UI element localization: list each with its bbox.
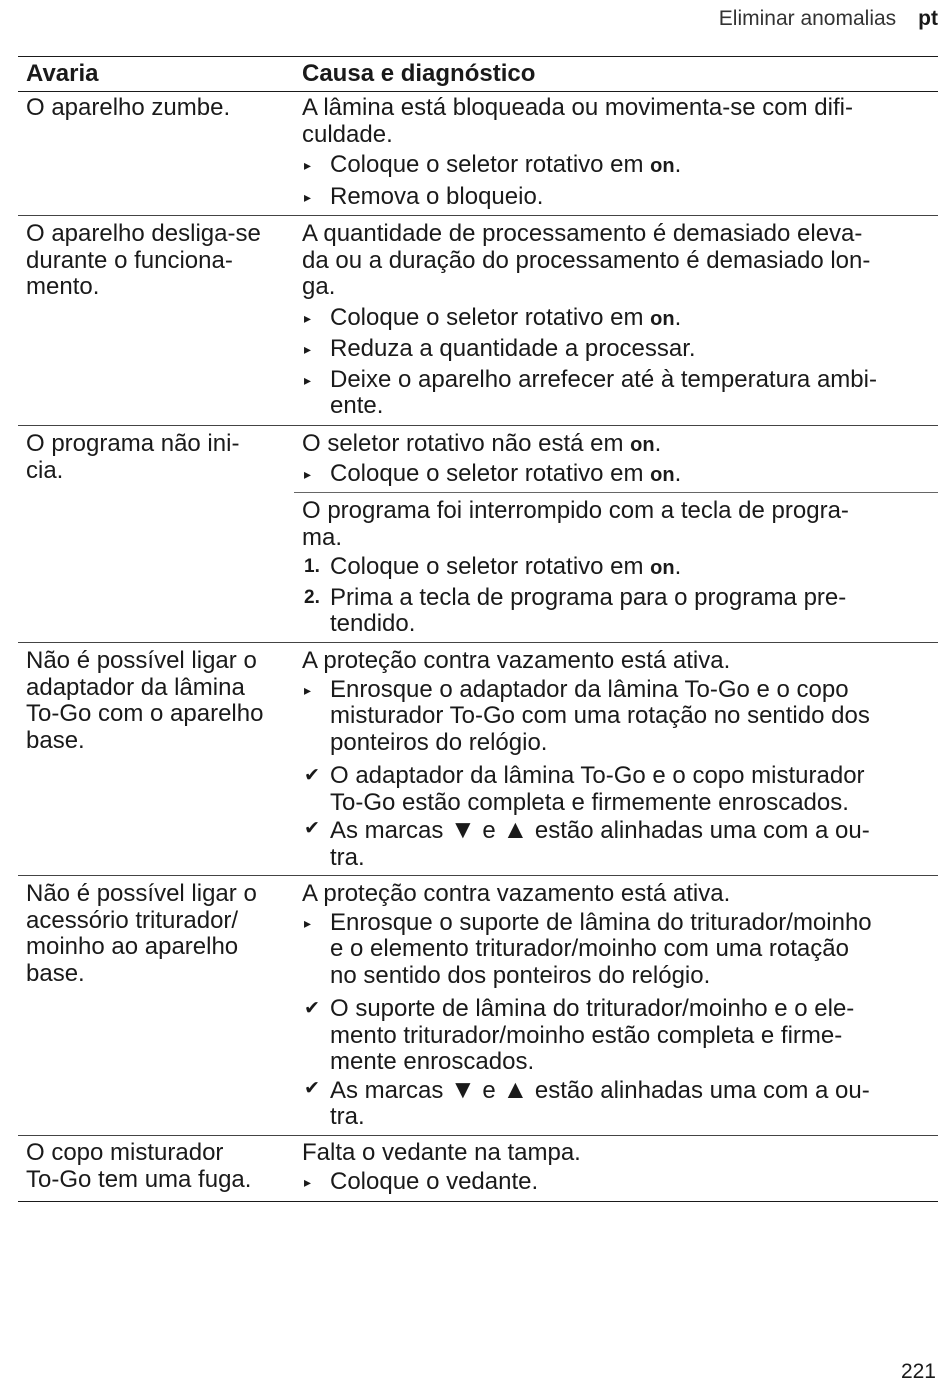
table-bottom-rule [18,1201,938,1202]
step-text: misturador To-Go com uma rotação no sentido dos [330,702,870,729]
bullet-arrow-icon: ▸ [304,465,312,482]
fault-line: O copo misturador [26,1139,224,1166]
cause-line: culdade. [302,120,393,148]
step-text: Prima a tecla de programa para o programa pre- [330,583,847,611]
on-setting: on [650,155,675,177]
list-item [302,677,932,757]
table-row-3-cause-a [302,431,932,488]
cause-line: da ou a duração do processamento é demasiado lon- [302,246,871,274]
table-row-3-cause-b [302,498,932,638]
step-text: Coloque o vedante. [330,1167,539,1195]
step-text: As marcas ▼ e ▲ estão alinhadas uma com a ou- [330,814,870,844]
list-item [302,305,932,333]
bullet-arrow-icon: ▸ [304,914,312,931]
step-text: Coloque o seletor rotativo em [330,553,651,580]
table-row-6-cause [302,1140,932,1195]
step-text: Coloque o seletor rotativo em [330,459,651,487]
header-rule [18,91,938,92]
step-text: O adaptador da lâmina To-Go e o copo misturador [330,762,865,789]
step-number: 1. [304,556,320,577]
list-item [302,585,932,638]
fault-line: O aparelho zumbe. [26,94,231,121]
table-row-4-cause [302,648,932,871]
checkmark-icon: ✔ [304,765,320,786]
step-text: ente. [330,392,384,419]
list-item [302,996,932,1076]
column-header-cause: Causa e diagnóstico [302,60,536,87]
list-item [302,367,932,420]
page-header [719,6,938,32]
table-row-2-fault [26,221,292,301]
fault-line: To-Go tem uma fuga. [26,1165,252,1193]
bullet-arrow-icon: ▸ [304,188,312,205]
bullet-arrow-icon: ▸ [304,681,312,698]
cause-line: Falta o vedante na tampa. [302,1139,581,1166]
table-row-2-cause [302,221,932,420]
step-text: Coloque o seletor rotativo em [330,303,651,331]
row-rule [18,642,938,643]
row-rule [18,215,938,216]
row-rule [18,875,938,876]
table-row-5-fault [26,881,292,987]
step-text: no sentido dos ponteiros do relógio. [330,961,711,989]
sub-row-rule [294,492,938,493]
cause-line: A quantidade de processamento é demasiado eleva- [302,220,863,247]
fault-line: durante o funciona- [26,246,233,274]
page-number: 221 [900,1360,936,1383]
cause-line: A lâmina está bloqueada ou movimenta-se com difi- [302,94,853,121]
list-item [302,184,932,211]
step-text: Remova o bloqueio. [330,182,544,210]
step-text: mente enroscados. [330,1048,535,1075]
bullet-arrow-icon: ▸ [304,1173,312,1190]
fault-line: O aparelho desliga-se [26,220,261,247]
cause-line: O seletor rotativo não está em on. [302,430,662,457]
step-number: 2. [304,586,320,608]
table-row-3-fault [26,431,292,484]
row-rule [18,425,938,426]
fault-line: moinho ao aparelho [26,933,239,960]
step-text: Enrosque o adaptador da lâmina To-Go e o copo [330,675,849,703]
step-text: Coloque o seletor rotativo em [330,151,651,178]
list-item [302,1073,932,1131]
table-row-1-cause [302,95,932,210]
triangle-up-icon: ▲ [502,1073,529,1104]
list-item [302,461,932,489]
step-text: mento triturador/moinho estão completa e firme- [330,1021,843,1049]
step-text: . [674,151,682,178]
checkmark-icon: ✔ [304,1077,320,1099]
step-text: Deixe o aparelho arrefecer até à temperatura ambi- [330,365,877,393]
on-setting: on [650,557,675,579]
step-text: ponteiros do relógio. [330,728,548,756]
step-text: . [674,459,682,487]
checkmark-icon: ✔ [304,818,320,839]
step-text: Reduza a quantidade a processar. [330,335,696,362]
step-text: tendido. [330,610,416,637]
fault-line: adaptador da lâmina [26,673,245,701]
section-title: Eliminar anomalias [718,7,897,30]
cause-line: ma. [302,523,343,551]
step-text: . [674,303,682,331]
cause-line: A proteção contra vazamento está ativa. [302,880,731,907]
cause-line: O programa foi interrompido com a tecla de progra- [302,497,849,524]
list-item [302,763,932,816]
table-row-5-cause [302,881,932,1131]
column-header-fault: Avaria [26,60,99,87]
cause-line: A proteção contra vazamento está ativa. [302,647,731,674]
step-text: As marcas ▼ e ▲ estão alinhadas uma com a ou- [330,1073,870,1104]
table-row-6-fault [26,1140,292,1193]
fault-line: cia. [26,456,64,484]
step-text: Enrosque o suporte de lâmina do triturador/moinho [330,908,872,936]
row-rule [18,1135,938,1136]
cause-line: ga. [302,273,336,300]
bullet-arrow-icon: ▸ [304,341,312,357]
triangle-down-icon: ▼ [450,1073,476,1104]
checkmark-icon: ✔ [304,998,320,1019]
bullet-arrow-icon: ▸ [304,371,312,388]
step-text: To-Go estão completa e firmemente enroscados. [330,788,849,816]
on-setting: on [630,434,655,456]
table-row-4-fault [26,648,292,754]
step-text: . [674,553,682,580]
on-setting: on [650,307,675,330]
list-item [302,554,932,582]
step-text: tra. [330,1103,365,1130]
on-setting: on [650,463,675,486]
list-item [302,152,932,180]
fault-line: base. [26,726,85,754]
list-item [302,1169,932,1196]
fault-line: acessório triturador/ [26,906,239,934]
fault-line: base. [26,959,85,987]
list-item [302,336,932,363]
fault-line: mento. [26,273,100,300]
triangle-up-icon: ▲ [502,814,529,844]
step-text: e o elemento triturador/moinho com uma rotação [330,935,849,962]
step-text: O suporte de lâmina do triturador/moinho e o ele- [330,995,855,1022]
language-tag: pt [918,7,938,30]
table-top-rule [18,56,938,57]
fault-line: Não é possível ligar o [26,880,257,907]
table-row-1-fault [26,95,292,122]
list-item [302,910,932,990]
triangle-down-icon: ▼ [450,814,476,844]
fault-line: O programa não ini- [26,430,240,457]
bullet-arrow-icon: ▸ [304,309,312,326]
fault-line: Não é possível ligar o [26,647,257,674]
fault-line: To-Go com o aparelho [26,700,264,727]
bullet-arrow-icon: ▸ [304,157,312,173]
step-text: tra. [330,843,365,871]
list-item [302,816,932,871]
